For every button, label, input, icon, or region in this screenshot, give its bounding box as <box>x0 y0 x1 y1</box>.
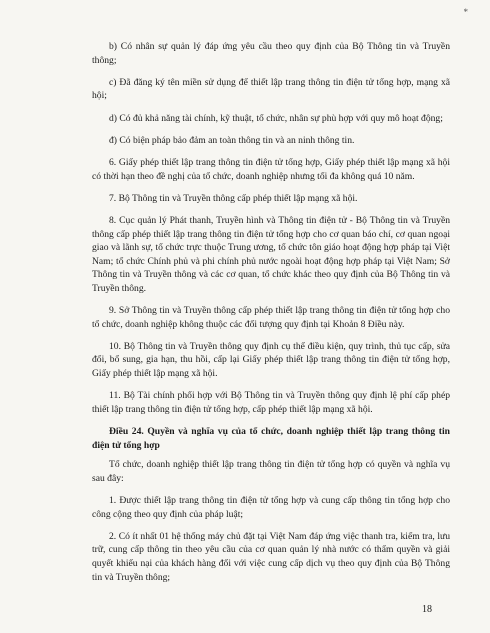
article-24-intro: Tổ chức, doanh nghiệp thiết lập trang thông tin điện tử tổng hợp có quyền và nghĩa vụ sau đây: <box>92 459 450 484</box>
article-24-item-2: 2. Có ít nhất 01 hệ thống máy chủ đặt tại Việt Nam đáp ứng việc thanh tra, kiểm tra, lưu trữ, cung cấp thông tin theo yêu cầu của cơ quan quản lý nhà nước có thẩm quyền và giải quyết khiếu nại của khách hàng đối với việc cung cấp dịch vụ theo quy định của Bộ Thông tin và Truyền thông; <box>92 530 450 583</box>
paragraph-d: d) Có đủ khả năng tài chính, kỹ thuật, tổ chức, nhân sự phù hợp với quy mô hoạt động; <box>109 112 443 124</box>
paragraph-c: c) Đã đăng ký tên miền sử dụng để thiết lập trang thông tin điện tử tổng hợp, mạng xã hội; <box>92 76 450 102</box>
paragraph-6: 6. Giấy phép thiết lập trang thông tin điện tử tổng hợp, Giấy phép thiết lập mạng xã hội có thời hạn theo đề nghị của tổ chức, doanh nghiệp nhưng tối đa không quá 10 năm. <box>92 156 450 182</box>
paragraph-7: 7. Bộ Thông tin và Truyền thông cấp phép thiết lập mạng xã hội. <box>109 192 358 204</box>
paragraph-10: 10. Bộ Thông tin và Truyền thông quy định cụ thể điều kiện, quy trình, thủ tục cấp, sửa đổi, bổ sung, gia hạn, thu hồi, cấp lại Giấy phép thiết lập trang thông tin điện tử tổng hợp, Giấy phép thiết lập mạng xã hội. <box>92 340 450 380</box>
paragraph-11: 11. Bộ Tài chính phối hợp với Bộ Thông tin và Truyền thông quy định lệ phí cấp phép thiết lập trang thông tin điện tử tổng hợp, cấp phép thiết lập mạng xã hội. <box>92 390 450 415</box>
paragraph-dd: đ) Có biện pháp bảo đảm an toàn thông tin và an ninh thông tin. <box>109 134 355 146</box>
article-24-item-1: 1. Được thiết lập trang thông tin điện tử tổng hợp và cung cấp thông tin tổng hợp cho công cộng theo quy định của pháp luật; <box>92 494 450 520</box>
paragraph-b: b) Có nhân sự quản lý đáp ứng yêu cầu theo quy định của Bộ Thông tin và Truyền thông; <box>92 41 450 66</box>
paragraph-8: 8. Cục quản lý Phát thanh, Truyền hình và Thông tin điện tử - Bộ Thông tin và Truyền thông cấp phép thiết lập trang thông tin điện tử tổng hợp cho cơ quan báo chí, cơ quan ngoại giao và lãnh sự, tổ chức trực thuộc Trung ương, tổ chức tôn giáo hoạt động hợp pháp tại Việt Nam; tổ chức Chính phủ và phi chính phủ nước ngoài hoạt động hợp pháp tại Việt Nam; Sở Thông tin và Truyền thông và các cơ quan, tổ chức khác theo quy định của Bộ Thông tin và Truyền thông. <box>92 214 450 294</box>
paragraph-9: 9. Sở Thông tin và Truyền thông cấp phép thiết lập trang thông tin điện tử tổng hợp cho tổ chức, doanh nghiệp không thuộc các đối tượng quy định tại Khoản 8 Điều này. <box>92 305 450 330</box>
page-number: 18 <box>422 604 432 615</box>
corner-mark: * <box>463 7 468 17</box>
article-24-heading: Điều 24. Quyền và nghĩa vụ của tổ chức, doanh nghiệp thiết lập trang thông tin điện tử tổng hợp <box>92 426 450 451</box>
document-body <box>92 40 450 593</box>
